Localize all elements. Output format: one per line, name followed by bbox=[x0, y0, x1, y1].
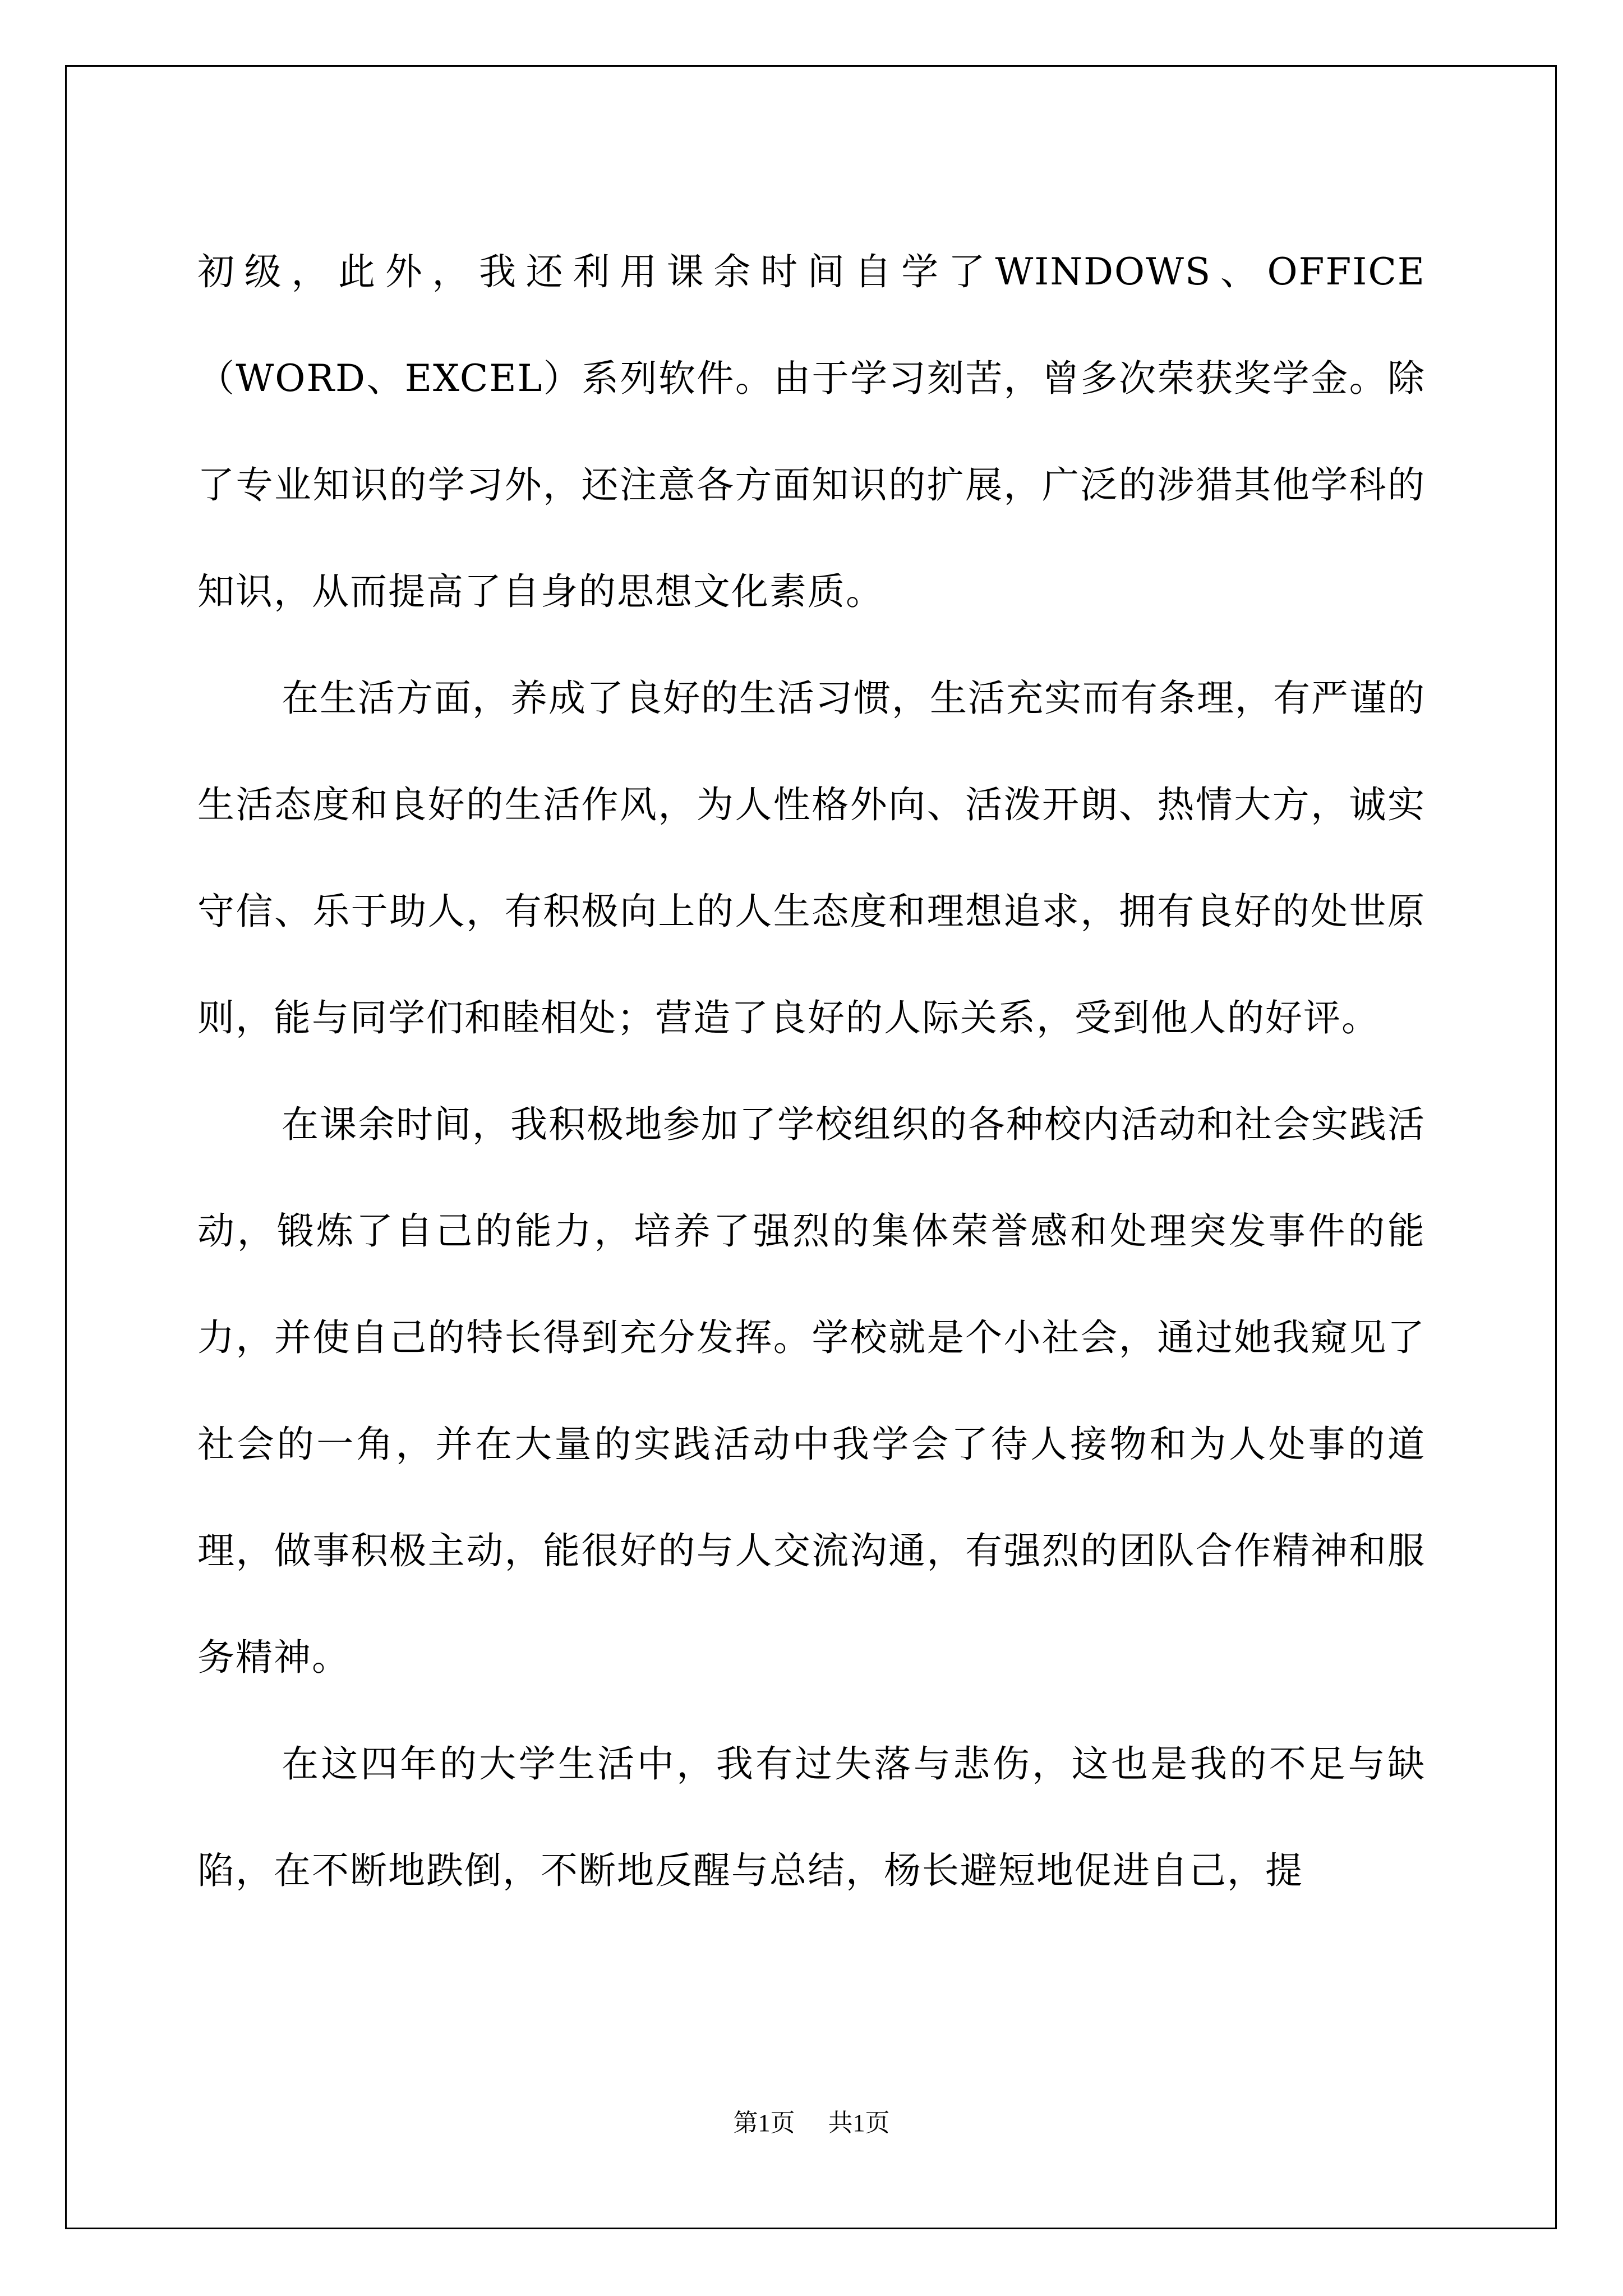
page-footer bbox=[0, 2106, 1623, 2140]
paragraph-3: 在课余时间，我积极地参加了学校组织的各种校内活动和社会实践活动，锻炼了自己的能力，培养了强烈的集体荣誉感和处理突发事件的能力，并使自己的特长得到充分发挥。学校就是个小社会，通过她我窥见了社会的一角，并在大量的实践活动中我学会了待人接物和为人处事的道理，做事积极主动，能很好的与人交流沟通，有强烈的团队合作精神和服务精神。 bbox=[197, 1103, 1426, 1679]
paragraph-2: 在生活方面，养成了良好的生活习惯，生活充实而有条理，有严谨的生活态度和良好的生活作风，为人性格外向、活泼开朗、热情大方，诚实守信、乐于助人，有积极向上的人生态度和理想追求，拥有良好的处世原则，能与同学们和睦相处；营造了良好的人际关系，受到他人的好评。 bbox=[197, 677, 1426, 1039]
page-total: 共1页 bbox=[828, 2109, 890, 2137]
document-body bbox=[197, 219, 1426, 1924]
paragraph-4: 在这四年的大学生活中，我有过失落与悲伤，这也是我的不足与缺陷，在不断地跌倒，不断地反醒与总结，杨长避短地促进自己，提 bbox=[197, 1742, 1426, 1892]
page-number: 第1页 bbox=[733, 2109, 795, 2137]
paragraph-1: 初级，此外，我还利用课余时间自学了WINDOWS、OFFICE（WORD、EXCEL）系列软件。由于学习刻苦，曾多次荣获奖学金。除了专业知识的学习外，还注意各方面知识的扩展，广泛的涉猎其他学科的知识，从而提高了自身的思想文化素质。 bbox=[197, 250, 1426, 613]
